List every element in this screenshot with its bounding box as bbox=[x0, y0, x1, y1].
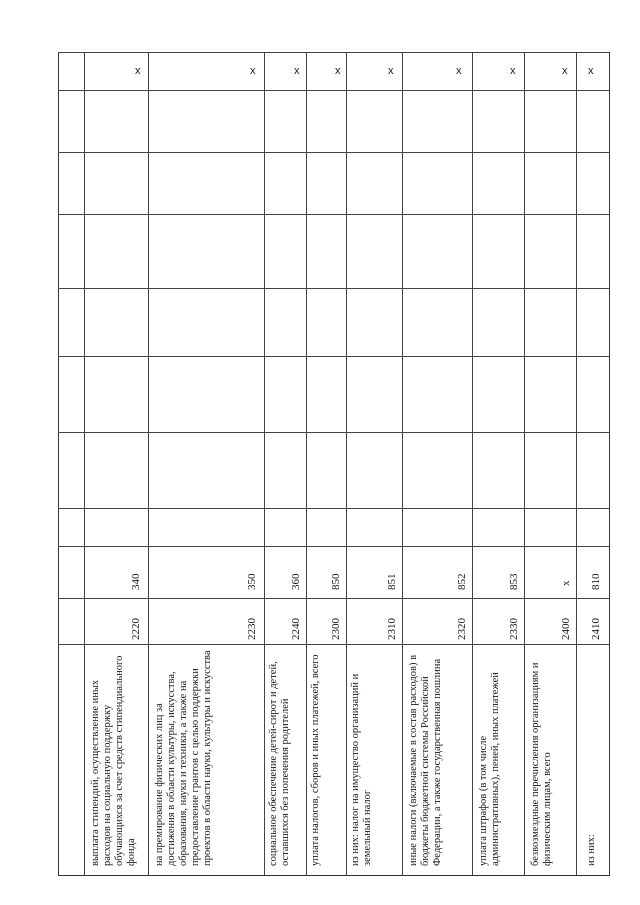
row-code: 2230 bbox=[246, 618, 258, 640]
row-label: уплата налогов, сборов и иных платежей, всего bbox=[310, 654, 321, 866]
row-label: иные налоги (включаемые в состав расходов) в бюджеты бюджетной системы Российской Федерации, а также государственная пошлина bbox=[408, 654, 443, 866]
row-code: 2410 bbox=[590, 618, 602, 640]
budget-table bbox=[58, 52, 610, 876]
kosgu-code: 850 bbox=[330, 573, 342, 590]
row-code: 2310 bbox=[386, 618, 398, 640]
x-mark: x bbox=[294, 65, 300, 77]
kosgu-code: 853 bbox=[508, 573, 520, 590]
row-label: из них: налог на имущество организаций и земельный налог bbox=[350, 673, 373, 866]
row-code: 2300 bbox=[330, 618, 342, 640]
column-border bbox=[58, 546, 609, 547]
kosgu-code: 852 bbox=[456, 573, 468, 590]
row-code: 2240 bbox=[290, 618, 302, 640]
x-mark: x bbox=[250, 65, 256, 77]
row-border bbox=[576, 52, 577, 875]
table-border-top bbox=[58, 52, 609, 53]
x-mark: x bbox=[588, 65, 594, 77]
column-border bbox=[58, 214, 609, 215]
row-code: 2330 bbox=[508, 618, 520, 640]
row-border bbox=[346, 52, 347, 875]
row-border bbox=[524, 52, 525, 875]
column-border bbox=[58, 356, 609, 357]
kosgu-code: 360 bbox=[290, 573, 302, 590]
row-border bbox=[472, 52, 473, 875]
kosgu-code: 851 bbox=[386, 573, 398, 590]
column-border bbox=[58, 90, 609, 91]
row-border bbox=[264, 52, 265, 875]
kosgu-code: 350 bbox=[246, 573, 258, 590]
row-label: уплата штрафов (в том числе административных), пеней, иных платежей bbox=[478, 672, 501, 866]
row-label: из них: bbox=[586, 834, 597, 866]
kosgu-code: 810 bbox=[590, 573, 602, 590]
column-border bbox=[58, 288, 609, 289]
row-label: социальное обеспечение детей-сирот и детей, оставшихся без попечения родителей bbox=[268, 661, 291, 866]
row-code: 2320 bbox=[456, 618, 468, 640]
x-mark: x bbox=[388, 65, 394, 77]
row-border bbox=[84, 52, 85, 875]
x-mark: x bbox=[335, 65, 341, 77]
row-border bbox=[148, 52, 149, 875]
column-border bbox=[58, 508, 609, 509]
column-border bbox=[58, 432, 609, 433]
row-border bbox=[306, 52, 307, 875]
kosgu-code: x bbox=[560, 580, 572, 586]
column-border bbox=[58, 644, 609, 645]
row-label: выплата стипендий, осуществление иных расходов на социальную поддержку обучающихся за счет средств стипендиального фонда bbox=[90, 655, 137, 866]
column-border bbox=[58, 598, 609, 599]
x-mark: x bbox=[562, 65, 568, 77]
x-mark: x bbox=[510, 65, 516, 77]
row-label: на премирование физических лиц за достижения в области культуры, искусства, образования, науки и техники, а также на предоставление грантов с целью поддержки проектов в области науки, культуры и искусства bbox=[154, 650, 213, 866]
x-mark: x bbox=[456, 65, 462, 77]
row-code: 2220 bbox=[130, 618, 142, 640]
row-border bbox=[402, 52, 403, 875]
row-label: безвозмездные перечисления организациям и физическим лицам, всего bbox=[530, 662, 553, 866]
column-border bbox=[58, 152, 609, 153]
kosgu-code: 340 bbox=[130, 573, 142, 590]
x-mark: x bbox=[135, 65, 141, 77]
row-code: 2400 bbox=[560, 618, 572, 640]
